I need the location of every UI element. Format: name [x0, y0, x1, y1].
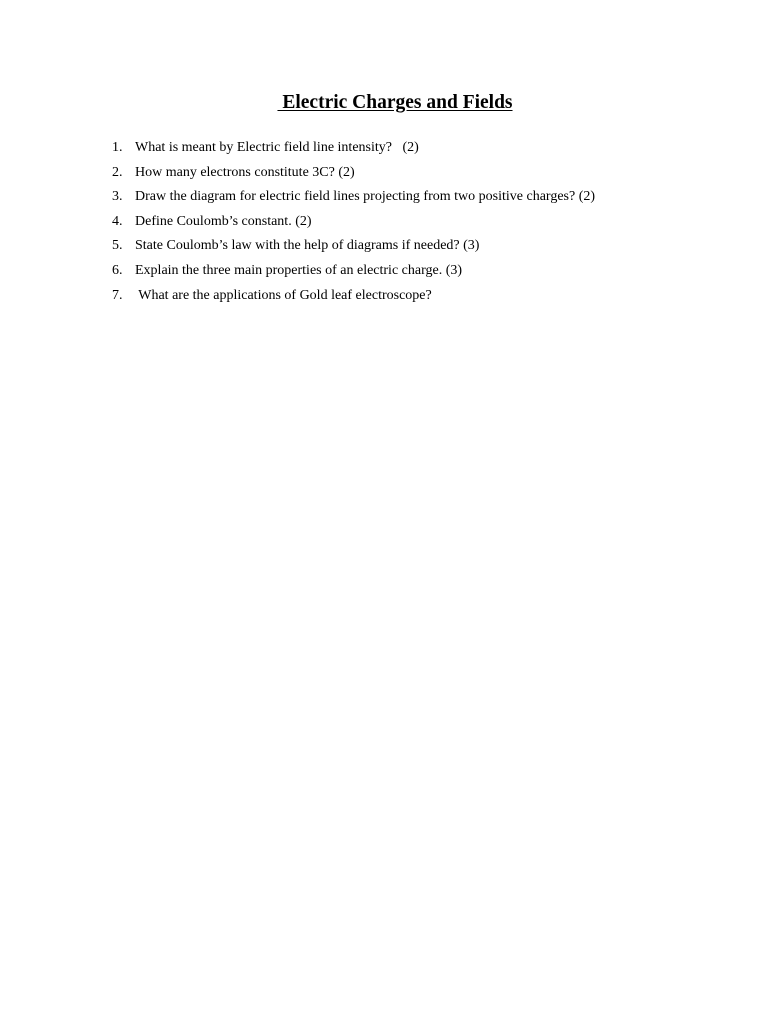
- question-item: [112, 210, 595, 235]
- question-list: [112, 136, 595, 308]
- question-item: [112, 185, 595, 210]
- question-number: 3.: [112, 189, 123, 205]
- question-item: [112, 284, 595, 309]
- question-text: Draw the diagram for electric field lines projecting from two positive charges? (2): [135, 189, 596, 205]
- question-text: What is meant by Electric field line intensity? (2): [135, 140, 419, 155]
- question-item: [112, 161, 595, 186]
- question-number: 5.: [112, 238, 123, 254]
- question-item: [112, 234, 595, 259]
- question-text: State Coulomb’s law with the help of diagrams if needed? (3): [135, 238, 480, 254]
- question-number: 4.: [112, 213, 123, 229]
- question-text: Explain the three main properties of an electric charge. (3): [135, 262, 463, 278]
- question-text: How many electrons constitute 3C? (2): [135, 164, 355, 180]
- document-title: Electric Charges and Fields: [277, 92, 513, 113]
- question-item: [112, 136, 595, 161]
- question-number: 6.: [112, 262, 123, 278]
- question-number: 1.: [112, 140, 123, 155]
- question-item: [112, 259, 595, 284]
- question-text: What are the applications of Gold leaf electroscope?: [135, 287, 432, 303]
- question-text: Define Coulomb’s constant. (2): [135, 213, 312, 229]
- question-number: 2.: [112, 164, 123, 180]
- question-number: 7.: [112, 287, 123, 303]
